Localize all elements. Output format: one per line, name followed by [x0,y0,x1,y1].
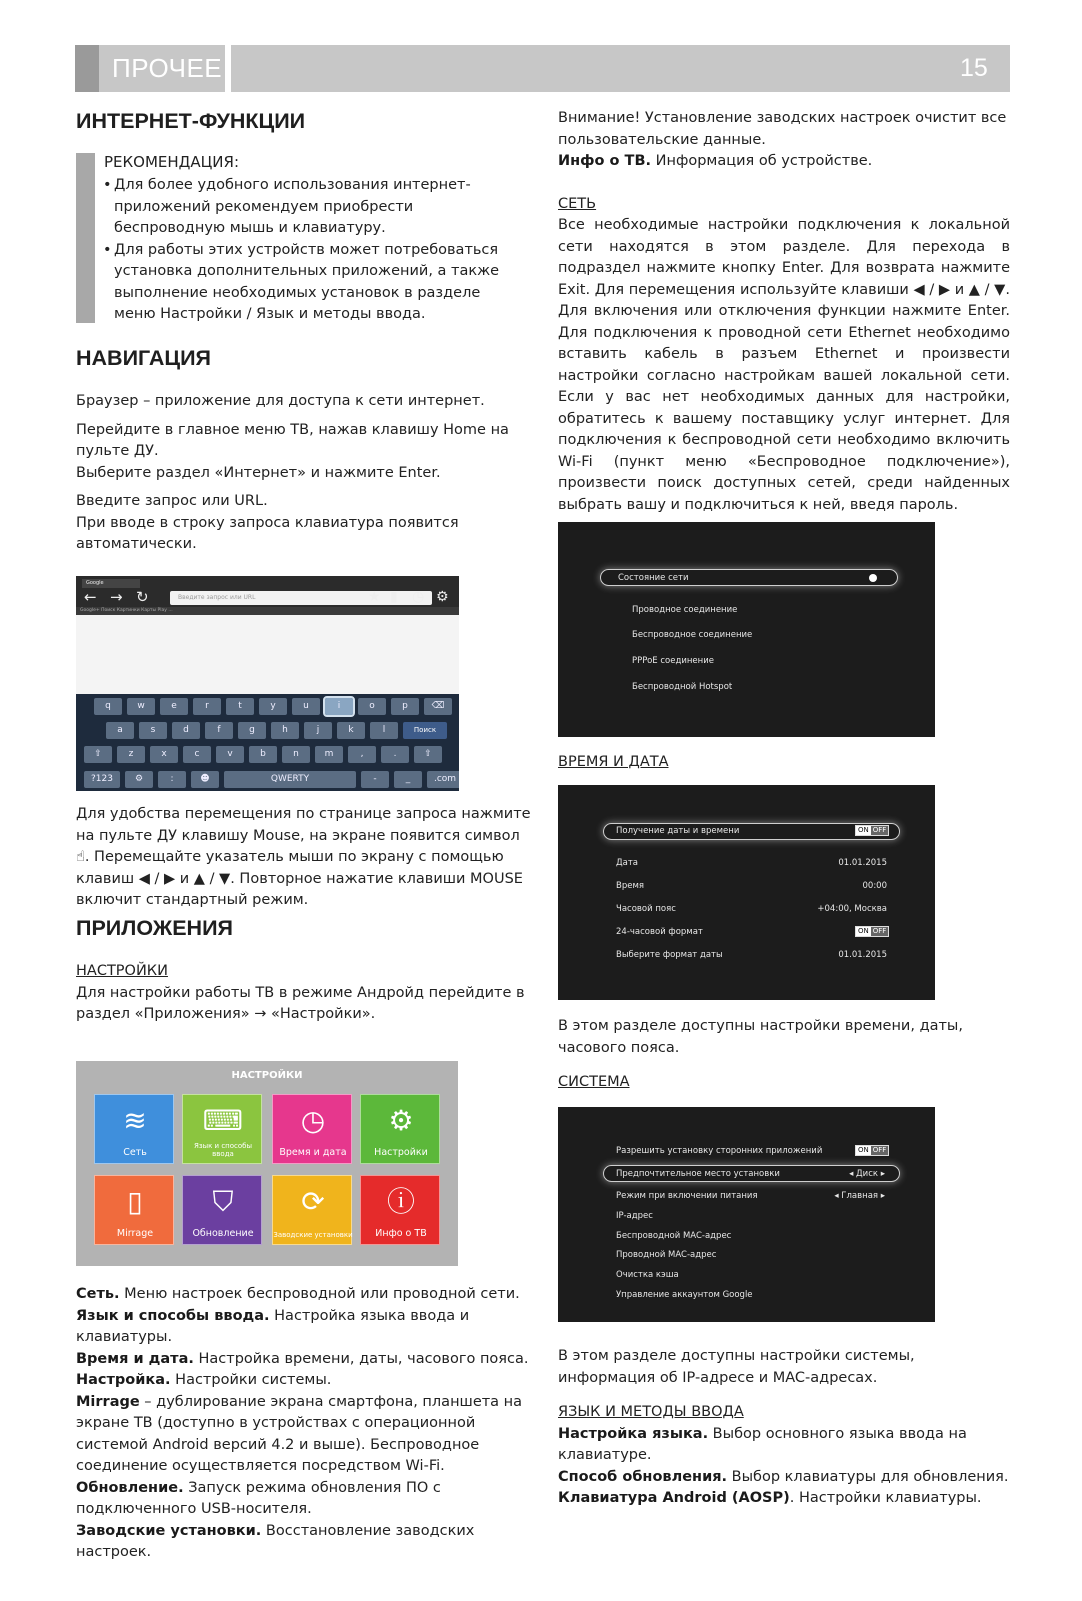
description-item [76,1478,536,1521]
phone-cast-icon: ▯ [127,1185,143,1218]
toggle-on-label: ON [858,826,869,834]
menu-value: ◂ Главная ▸ [834,1191,885,1201]
tile-label: Сеть [123,1147,147,1158]
toggle-off-label: OFF [872,826,887,834]
keyboard-key[interactable]: p [391,698,419,715]
settings-tile[interactable] [94,1094,174,1164]
browser-menu-bar: Google+ Поиск Картинки Карты Play ... [76,607,459,615]
paragraph: Все необходимые настройки подключения к локальной сети находятся в этом разделе. Для перехода в подраздел нажмите кнопку Enter. Для возврата нажмите Exit. Для перемещения используйте клавиши ◀ / ▶ и ▲ / ▼. Для включения или отключения функции нажмите Enter. Для подключения к проводной сети Ethernet необходимо вставить кабель в разъем Ethernet и произвести настройки согласно настройкам вашей локальной сети. Если у вас нет необходимых данных для настройки, обратитесь к вашему поставщику услуг интернет. Для подключения к беспроводной сети необходимо включить Wi-Fi (пункт меню «Беспроводное подключение»), произвести поиск доступных сетей, среди найденных выбрать вашу и подключиться к ней, введя пароль. [558,217,1010,513]
onscreen-keyboard [76,694,459,791]
description-item [76,1349,536,1371]
on-off-toggle[interactable] [855,1145,889,1156]
tile-label: Настройки [374,1147,428,1158]
keyboard-key[interactable]: . [381,746,409,763]
heading-internet: ИНТЕРНЕТ-ФУНКЦИИ [76,109,306,133]
description-item [76,1284,536,1306]
menu-item[interactable]: Выберите формат даты [616,950,723,960]
keyboard-key[interactable]: o [358,698,386,715]
description-item [558,1424,1010,1467]
recommendation-bar [76,153,95,323]
toggle-on-label: ON [858,1146,869,1154]
settings-tile[interactable] [272,1094,352,1164]
recommendation-list [103,175,523,326]
heading-apps: ПРИЛОЖЕНИЯ [76,916,233,940]
time-heading-wrap [558,752,1010,774]
recommendation-title: РЕКОМЕНДАЦИЯ: [104,153,239,171]
system-text [558,1346,1010,1510]
keyboard-key[interactable]: e [160,698,188,715]
menu-item[interactable]: Режим при включении питания [616,1191,758,1201]
definition: Настройка времени, даты, часового пояса. [193,1350,529,1367]
keyboard-key[interactable]: y [259,698,287,715]
menu-item[interactable]: Беспроводное соединение [632,630,753,640]
menu-item[interactable]: IP-адрес [616,1211,653,1221]
description-item [558,1467,1010,1489]
network-menu-screenshot [558,522,935,737]
keyboard-key[interactable]: ☻ [191,771,219,788]
term: Настройка. [76,1372,171,1388]
term: Инфо о ТВ. [558,153,652,169]
recommendation-item: • Для работы этих устройств может потребоваться установка дополнительных приложений, а также выполнение необходимых установок в разделе меню Настройки / Язык и методы ввода. [103,240,523,326]
keyboard-key[interactable]: : [158,771,186,788]
term: Время и дата. [76,1350,194,1367]
forward-arrow-icon: → [110,588,123,606]
header-accent [75,45,99,92]
keyboard-key[interactable]: c [183,746,211,763]
keyboard-key[interactable]: r [193,698,221,715]
paragraph: В этом разделе доступны настройки системы, информация об IP-адресе и MAC-адресах. [558,1348,915,1386]
subheading-time: ВРЕМЯ И ДАТА [558,754,669,770]
keyboard-key[interactable]: l [370,722,398,739]
toggle-off-label: OFF [872,927,887,935]
menu-value: +04:00, Москва [817,904,887,914]
keyboard-key[interactable]: n [282,746,310,763]
menu-item[interactable]: Проводной MAC-адрес [616,1250,717,1260]
menu-value: ◂ Диск ▸ [849,1169,885,1179]
paragraph: Выберите раздел «Интернет» и нажмите Enter. [76,464,441,481]
paragraph: Перейдите в главное меню ТВ, нажав клавишу Home на пульте ДУ. [76,421,509,459]
menu-item[interactable]: Разрешить установку сторонних приложений [616,1146,823,1156]
paragraph: Для настройки работы ТВ в режиме Андройд перейдите в раздел «Приложения» → «Настройки». [76,984,525,1022]
keyboard-key[interactable]: f [205,722,233,739]
tile-label: Заводские установки [273,1231,353,1239]
tile-label: Инфо о ТВ [375,1228,427,1239]
gear-icon: ⚙ [436,589,449,605]
description-item [558,1488,1010,1510]
toggle-on-label: ON [858,927,869,935]
toggle-off-label: OFF [872,1146,887,1154]
term: Способ обновления. [558,1468,728,1485]
term: Mirrage [76,1393,140,1410]
menu-item[interactable]: Дата [616,858,639,868]
time-menu-screenshot [558,785,935,1000]
tile-label: Время и дата [279,1147,347,1158]
keyboard-key[interactable]: ⚙ [125,771,153,788]
keyboard-icon: ⌨ [202,1104,244,1137]
menu-item[interactable]: Проводное соединение [632,605,738,615]
settings-tile[interactable] [360,1094,440,1164]
paragraph: При вводе в строку запроса клавиатура появится автоматически. [76,514,459,552]
shield-icon: ⛉ [212,1185,234,1218]
menu-value: 00:00 [862,881,887,891]
menu-item[interactable]: Часовой пояс [616,904,676,914]
keyboard-key[interactable]: b [249,746,277,763]
settings-screenshot [76,1061,458,1266]
term: Клавиатура Android (AOSP) [558,1490,790,1506]
definition: Меню настроек беспроводной или проводной сети. [119,1286,520,1302]
description-item [76,1521,536,1564]
keyboard-key[interactable]: i [325,698,353,715]
keyboard-key[interactable]: QWERTY [224,771,356,788]
definition: Выбор основного языка ввода на клавиатуре. [558,1425,967,1463]
url-field: Введите запрос или URL [170,591,432,605]
keyboard-key[interactable]: h [271,722,299,739]
tile-label: Обновление [192,1228,254,1239]
keyboard-key[interactable]: k [337,722,365,739]
definition: Запуск режима обновления ПО с подключенного USB-носителя. [76,1479,441,1517]
settings-tile[interactable] [182,1175,262,1245]
apps-descriptions [76,1284,536,1564]
keyboard-key[interactable]: u [292,698,320,715]
keyboard-key[interactable]: v [216,746,244,763]
keyboard-key[interactable]: ?123 [84,771,120,788]
history-icon: ◷ [412,589,425,605]
description-item [76,1370,536,1392]
subheading-settings: НАСТРОЙКИ [76,963,168,979]
keyboard-key[interactable]: j [304,722,332,739]
info-icon: ⓘ [386,1185,415,1218]
mouse-paragraph [76,804,536,912]
time-text [558,1016,1010,1094]
subheading-system: СИСТЕМА [558,1074,630,1090]
on-off-toggle[interactable] [855,825,889,836]
menu-item[interactable]: PPPoE соединение [632,656,714,666]
keyboard-key[interactable]: ⌫ [424,698,452,715]
definition: – дублирование экрана смартфона, планшета на экране ТВ (доступно в устройствах с операционной системой Android версий 4.2 и выше). Беспроводное соединение осуществляется посредством Wi-Fi. [76,1393,523,1474]
keyboard-key[interactable]: d [172,722,200,739]
definition: . Настройки клавиатуры. [789,1490,982,1506]
wifi-icon: ≋ [123,1104,147,1137]
keyboard-key[interactable]: x [150,746,178,763]
description-item [76,1392,536,1478]
refresh-icon: ⟳ [301,1185,325,1218]
heading-navigation: НАВИГАЦИЯ [76,346,212,370]
menu-item[interactable]: Время [616,881,644,891]
browser-screenshot [76,576,459,791]
settings-tile[interactable] [272,1175,352,1245]
keyboard-key[interactable]: g [238,722,266,739]
menu-item[interactable]: 24-часовой формат [616,927,703,937]
system-menu-screenshot [558,1107,935,1322]
paragraph: Для удобства перемещения по странице запроса нажмите на пульте ДУ клавишу Mouse, на экране появится символ ☝. Перемещайте указатель мыши по экрану с помощью клавиш ◀ / ▶ и ▲ / ▼. Повторное нажатие клавиши MOUSE включит стандартный режим. [76,806,531,908]
keyboard-key[interactable]: z [117,746,145,763]
keyboard-key[interactable]: Поиск [403,722,447,739]
bookmarks-icon: ▮ [390,589,398,605]
page-number: 15 [960,54,988,82]
paragraph [558,151,1010,173]
subheading-network: СЕТЬ [558,195,597,212]
term: Сеть. [76,1286,120,1302]
definition: Настройка языка ввода и клавиатуры. [76,1307,470,1345]
subheading-language: ЯЗЫК И МЕТОДЫ ВВОДА [558,1404,744,1420]
settings-section [76,961,526,1026]
keyboard-key[interactable]: , [348,746,376,763]
star-icon: ★ [368,589,381,605]
menu-item[interactable]: Управление аккаунтом Google [616,1290,753,1300]
on-off-toggle[interactable] [855,926,889,937]
back-arrow-icon: ← [84,588,97,606]
settings-tile[interactable] [94,1175,174,1245]
keyboard-key[interactable]: w [127,698,155,715]
settings-tile[interactable] [360,1175,440,1245]
keyboard-key[interactable]: t [226,698,254,715]
menu-item[interactable]: Беспроводной MAC-адрес [616,1231,732,1241]
header-divider [225,45,231,92]
menu-item[interactable]: Получение даты и времени [616,826,740,836]
keyboard-key[interactable]: ⇧ [84,746,112,763]
keyboard-key[interactable]: - [361,771,389,788]
term: Обновление. [76,1479,184,1496]
term: Настройка языка. [558,1425,709,1442]
keyboard-key[interactable]: m [315,746,343,763]
definition: Информация об устройстве. [651,153,873,169]
menu-item[interactable]: Состояние сети [618,573,689,583]
navigation-text [76,391,526,556]
paragraph: Внимание! Установление заводских настроек очистит все пользовательские данные. [558,110,1007,148]
keyboard-key[interactable]: q [94,698,122,715]
right-top-text [558,108,1010,516]
keyboard-key[interactable]: _ [394,771,422,788]
menu-item[interactable]: Беспроводной Hotspot [632,682,733,692]
reload-icon: ↻ [136,588,149,606]
menu-item[interactable]: Предпочтительное место установки [616,1169,780,1179]
paragraph: В этом разделе доступны настройки времени, даты, часового пояса. [558,1018,963,1056]
tile-label: Mirrage [116,1228,154,1239]
paragraph: Браузер – приложение для доступа к сети интернет. [76,393,485,409]
keyboard-key[interactable]: ⇧ [414,746,442,763]
settings-panel-title: НАСТРОЙКИ [231,1070,303,1081]
menu-value: 01.01.2015 [838,950,887,960]
term: Язык и способы ввода. [76,1307,270,1324]
menu-item[interactable]: Очистка кэша [616,1270,679,1280]
definition: Выбор клавиатуры для обновления. [727,1468,1009,1485]
description-item [76,1306,536,1349]
status-dot-icon [869,574,877,582]
settings-tile[interactable] [182,1094,262,1164]
tile-label: Язык и способы ввода [193,1142,253,1158]
gear-icon: ⚙ [388,1104,414,1137]
paragraph: Введите запрос или URL. [76,493,268,509]
browser-tab: Google [82,579,140,588]
keyboard-key[interactable]: s [139,722,167,739]
definition: Настройки системы. [170,1372,332,1388]
section-title: ПРОЧЕЕ [112,53,223,83]
clock-icon: ◷ [300,1104,326,1137]
keyboard-key[interactable]: .com [427,771,459,788]
keyboard-key[interactable]: a [106,722,134,739]
term: Заводские установки. [76,1522,262,1539]
recommendation-item: • Для более удобного использования интернет-приложений рекомендуем приобрести беспроводную мышь и клавиатуру. [103,175,523,240]
menu-value: 01.01.2015 [838,858,887,868]
definition: Восстановление заводских настроек. [76,1522,475,1560]
